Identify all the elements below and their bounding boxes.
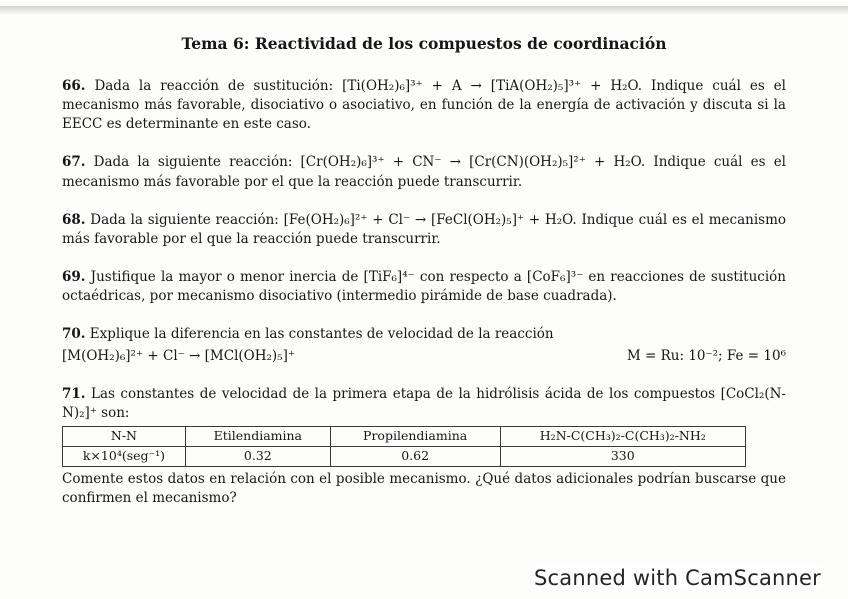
table-header-nn: N-N (63, 427, 186, 447)
table-cell-value-2: 0.62 (330, 446, 500, 466)
table-header-row (63, 427, 746, 447)
table-cell-k-label: k×10⁴(seg⁻¹) (63, 446, 186, 466)
problem-70-equation-row (62, 347, 786, 366)
problem-67-number: 67. (62, 154, 86, 171)
table-header-diamine-formula: H₂N-C(CH₃)₂-C(CH₃)₂-NH₂ (500, 427, 745, 447)
problem-69 (62, 268, 786, 306)
rate-constants-table (62, 426, 746, 467)
document-title: Tema 6: Reactividad de los compuestos de coordinación (181, 34, 667, 53)
problem-67 (62, 153, 786, 191)
table-cell-value-1: 0.32 (185, 446, 330, 466)
problem-71-number: 71. (62, 385, 86, 402)
table-header-propilendiamina: Propilendiamina (330, 427, 500, 447)
camscanner-watermark: Scanned with CamScanner (533, 566, 821, 590)
problem-69-number: 69. (62, 269, 86, 286)
table-cell-value-3: 330 (500, 446, 745, 466)
document-content (62, 34, 786, 508)
problem-66 (62, 77, 786, 134)
problem-71-outro: Comente estos datos en relación con el posible mecanismo. ¿Qué datos adicionales podrían buscarse que confirmen el mecanismo? (62, 470, 786, 506)
scan-edge-shadow (0, 6, 848, 15)
problem-69-text: Justifique la mayor o menor inercia de [TiF₆]⁴⁻ con respecto a [CoF₆]³⁻ en reacciones de sustitución octaédricas, por mecanismo disociativo (intermedio pirámide de base cuadrada). (62, 269, 786, 305)
problem-70-constants: M = Ru: 10⁻²; Fe = 10⁶ (626, 347, 786, 364)
problem-71-intro-text: Las constantes de velocidad de la primera etapa de la hidrólisis ácida de los compuestos [CoCl₂(N-N)₂]⁺ son: (62, 385, 786, 421)
problem-71 (62, 385, 786, 423)
problem-70-reaction: [M(OH₂)₆]²⁺ + Cl⁻ → [MCl(OH₂)₅]⁺ (62, 347, 295, 364)
table-row (63, 446, 746, 466)
problem-70-number: 70. (62, 326, 86, 343)
problem-68 (62, 211, 786, 249)
problem-70 (62, 325, 786, 344)
table-header-etilendiamina: Etilendiamina (185, 427, 330, 447)
problem-66-number: 66. (62, 78, 86, 94)
problem-66-text: Dada la reacción de sustitución: [Ti(OH₂)₆]³⁺ + A → [TiA(OH₂)₅]³⁺ + H₂O. Indique cuál es el mecanismo más favorable, disociativo o asociativo, en función de la energía de activación y discuta si la EECC es determinante en este caso. (62, 78, 786, 133)
problem-68-number: 68. (62, 211, 86, 228)
problem-68-text: Dada la siguiente reacción: [Fe(OH₂)₆]²⁺ + Cl⁻ → [FeCl(OH₂)₅]⁺ + H₂O. Indique cuál es el mecanismo más favorable por el que la reacción puede transcurrir. (62, 211, 786, 247)
problem-70-text: Explique la diferencia en las constantes de velocidad de la reacción (89, 326, 554, 343)
problem-67-text: Dada la siguiente reacción: [Cr(OH₂)₆]³⁺ + CN⁻ → [Cr(CN)(OH₂)₅]²⁺ + H₂O. Indique cuál es el mecanismo más favorable por el que la reacción puede transcurrir. (62, 154, 787, 190)
